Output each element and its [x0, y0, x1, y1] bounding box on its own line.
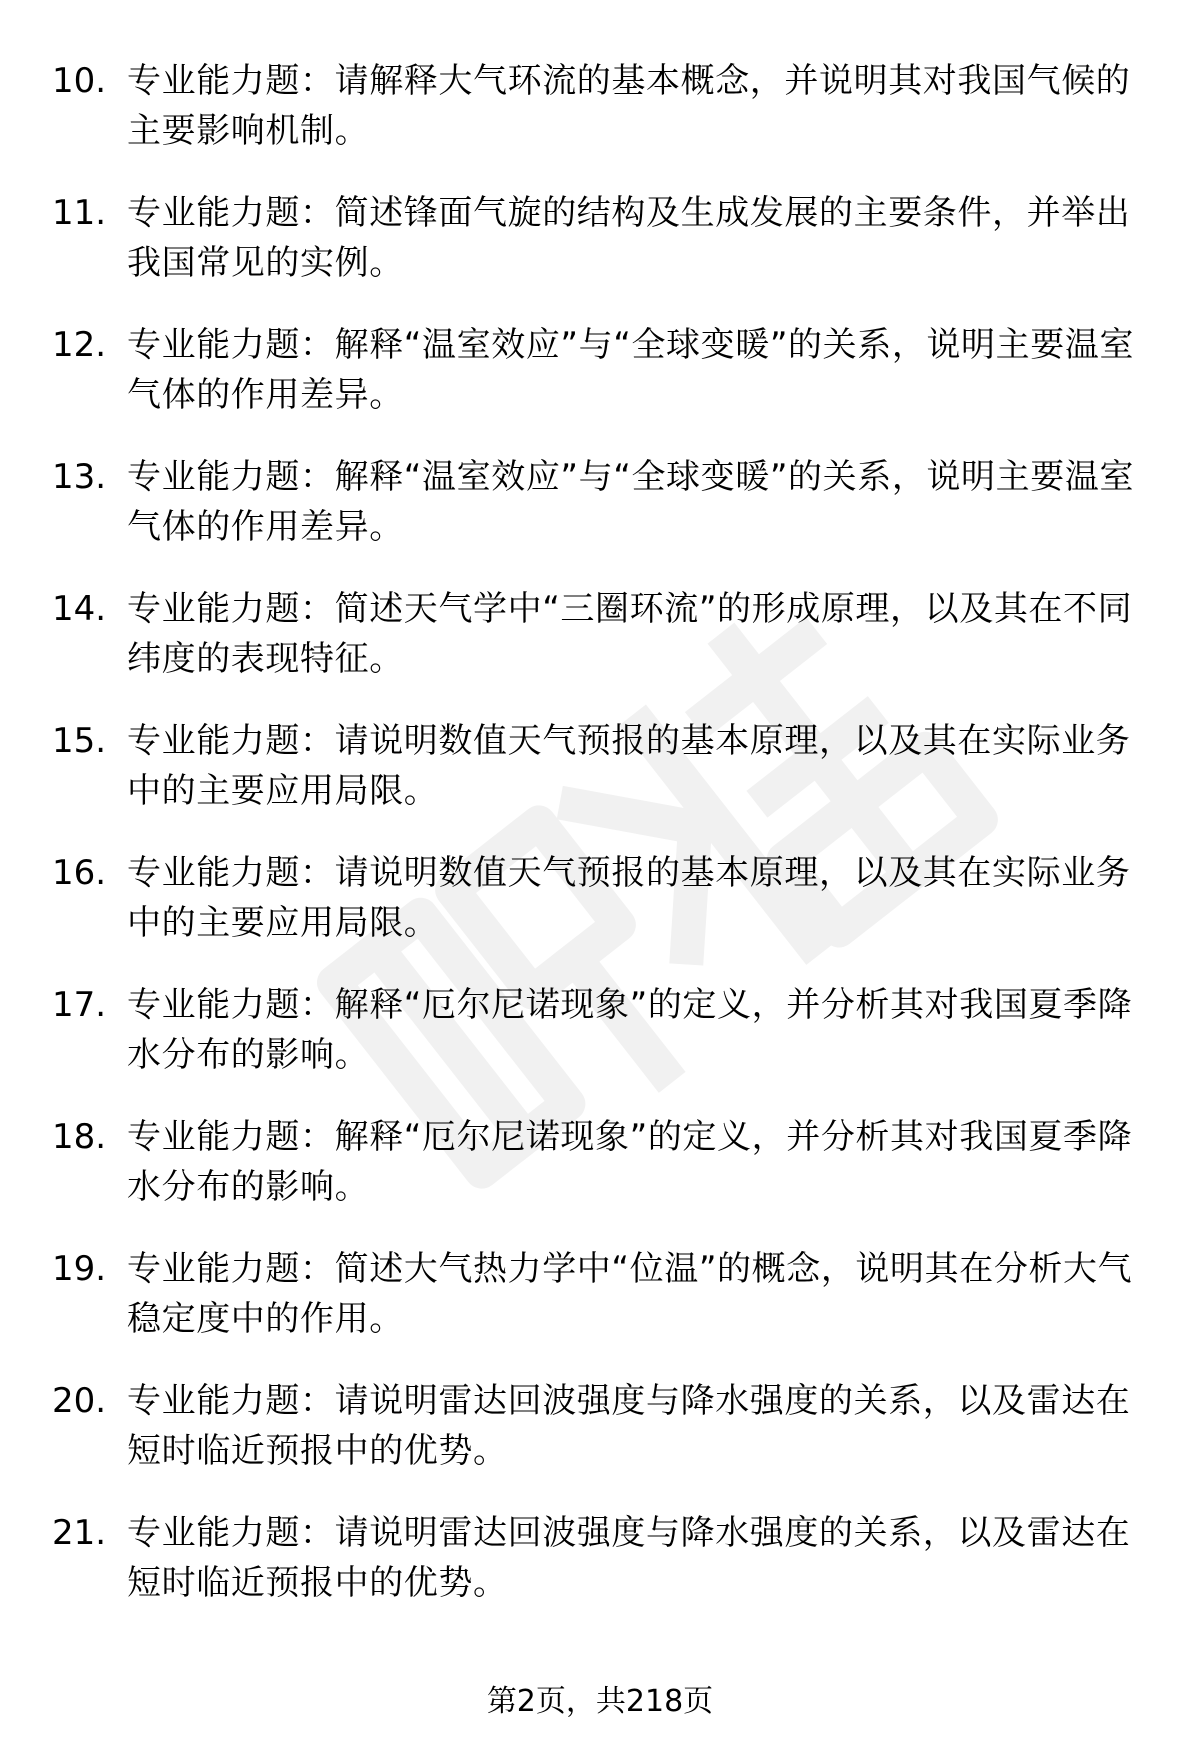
question-number: 13.	[52, 457, 107, 497]
question-item	[0, 848, 1200, 980]
question-text: 专业能力题：简述锋面气旋的结构及生成发展的主要条件，并举出我国常见的实例。	[127, 193, 1131, 283]
question-item	[0, 1112, 1200, 1244]
question-item	[0, 452, 1200, 584]
question-text: 专业能力题：解释“温室效应”与“全球变暖”的关系，说明主要温室气体的作用差异。	[127, 325, 1135, 415]
question-item	[0, 1244, 1200, 1376]
question-item	[0, 1376, 1200, 1508]
question-number: 21.	[52, 1513, 107, 1553]
question-text: 专业能力题：简述大气热力学中“位温”的概念，说明其在分析大气稳定度中的作用。	[127, 1249, 1133, 1339]
question-text: 专业能力题：解释“厄尔尼诺现象”的定义，并分析其对我国夏季降水分布的影响。	[127, 1117, 1133, 1207]
question-item	[0, 1508, 1200, 1640]
question-text: 专业能力题：请说明雷达回波强度与降水强度的关系，以及雷达在短时临近预报中的优势。	[127, 1381, 1131, 1471]
question-text: 专业能力题：解释“温室效应”与“全球变暖”的关系，说明主要温室气体的作用差异。	[127, 457, 1135, 547]
question-text: 专业能力题：请说明雷达回波强度与降水强度的关系，以及雷达在短时临近预报中的优势。	[127, 1513, 1131, 1603]
question-number: 11.	[52, 193, 107, 233]
question-number: 14.	[52, 589, 107, 629]
question-text: 专业能力题：简述天气学中“三圈环流”的形成原理，以及其在不同纬度的表现特征。	[127, 589, 1133, 679]
question-number: 20.	[52, 1381, 107, 1421]
question-number: 17.	[52, 985, 107, 1025]
question-item	[0, 188, 1200, 320]
question-text: 专业能力题：解释“厄尔尼诺现象”的定义，并分析其对我国夏季降水分布的影响。	[127, 985, 1133, 1075]
page-footer: 第2页，共218页	[486, 1684, 714, 1719]
question-list	[0, 56, 1200, 1640]
question-number: 18.	[52, 1117, 107, 1157]
question-text: 专业能力题：请解释大气环流的基本概念，并说明其对我国气候的主要影响机制。	[127, 61, 1131, 151]
question-item	[0, 320, 1200, 452]
question-text: 专业能力题：请说明数值天气预报的基本原理，以及其在实际业务中的主要应用局限。	[127, 721, 1131, 811]
question-number: 12.	[52, 325, 107, 365]
question-text: 专业能力题：请说明数值天气预报的基本原理，以及其在实际业务中的主要应用局限。	[127, 853, 1131, 943]
question-number: 16.	[52, 853, 107, 893]
question-number: 19.	[52, 1249, 107, 1289]
question-item	[0, 980, 1200, 1112]
question-number: 10.	[52, 61, 107, 101]
question-item	[0, 584, 1200, 716]
question-item	[0, 716, 1200, 848]
question-number: 15.	[52, 721, 107, 761]
question-item	[0, 56, 1200, 188]
